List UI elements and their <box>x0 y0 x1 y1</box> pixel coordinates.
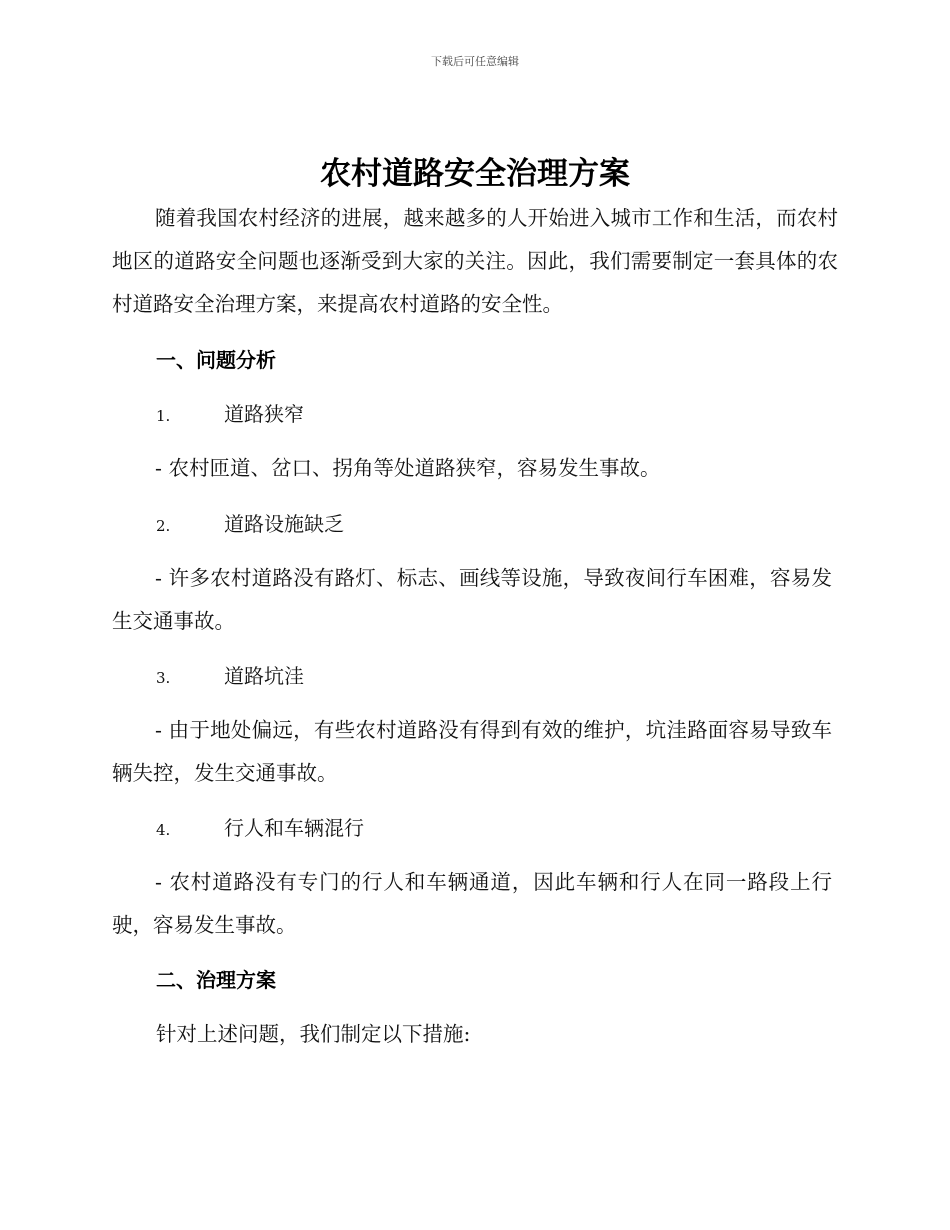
section-heading-governance-plan: 二、治理方案 <box>156 968 276 992</box>
document-title: 农村道路安全治理方案 <box>320 156 630 192</box>
list-item-number: 4. <box>156 821 171 839</box>
list-item-description-4: - 农村道路没有专门的行人和车辆通道，因此车辆和行人在同一路段上行驶，容易发生事故。 <box>112 870 832 937</box>
list-item-number: 2. <box>156 517 171 535</box>
list-item-4 <box>156 813 364 845</box>
list-item-number: 3. <box>156 669 171 687</box>
header-note: 下载后可任意编辑 <box>431 55 519 68</box>
list-item-title: 道路狭窄 <box>224 402 304 426</box>
intro-paragraph: 随着我国农村经济的进展，越来越多的人开始进入城市工作和生活，而农村地区的道路安全问题也逐渐受到大家的关注。因此，我们需要制定一套具体的农村道路安全治理方案，来提高农村道路的安全性。 <box>112 206 838 316</box>
list-item-title: 道路设施缺乏 <box>224 512 344 536</box>
list-item-2 <box>156 509 344 541</box>
list-item-title: 道路坑洼 <box>224 664 304 688</box>
list-item-description-1: - 农村匝道、岔口、拐角等处道路狭窄，容易发生事故。 <box>155 456 661 480</box>
list-item-title: 行人和车辆混行 <box>224 816 364 840</box>
section2-intro: 针对上述问题，我们制定以下措施: <box>156 1022 471 1046</box>
list-item-3 <box>156 661 304 693</box>
list-item-description-3: - 由于地处偏远，有些农村道路没有得到有效的维护，坑洼路面容易导致车辆失控，发生交通事故。 <box>112 718 832 785</box>
list-item-number: 1. <box>156 407 171 425</box>
list-item-1 <box>156 399 304 431</box>
list-item-description-2: - 许多农村道路没有路灯、标志、画线等设施，导致夜间行车困难，容易发生交通事故。 <box>112 566 832 633</box>
section-heading-problem-analysis: 一、问题分析 <box>156 348 276 372</box>
